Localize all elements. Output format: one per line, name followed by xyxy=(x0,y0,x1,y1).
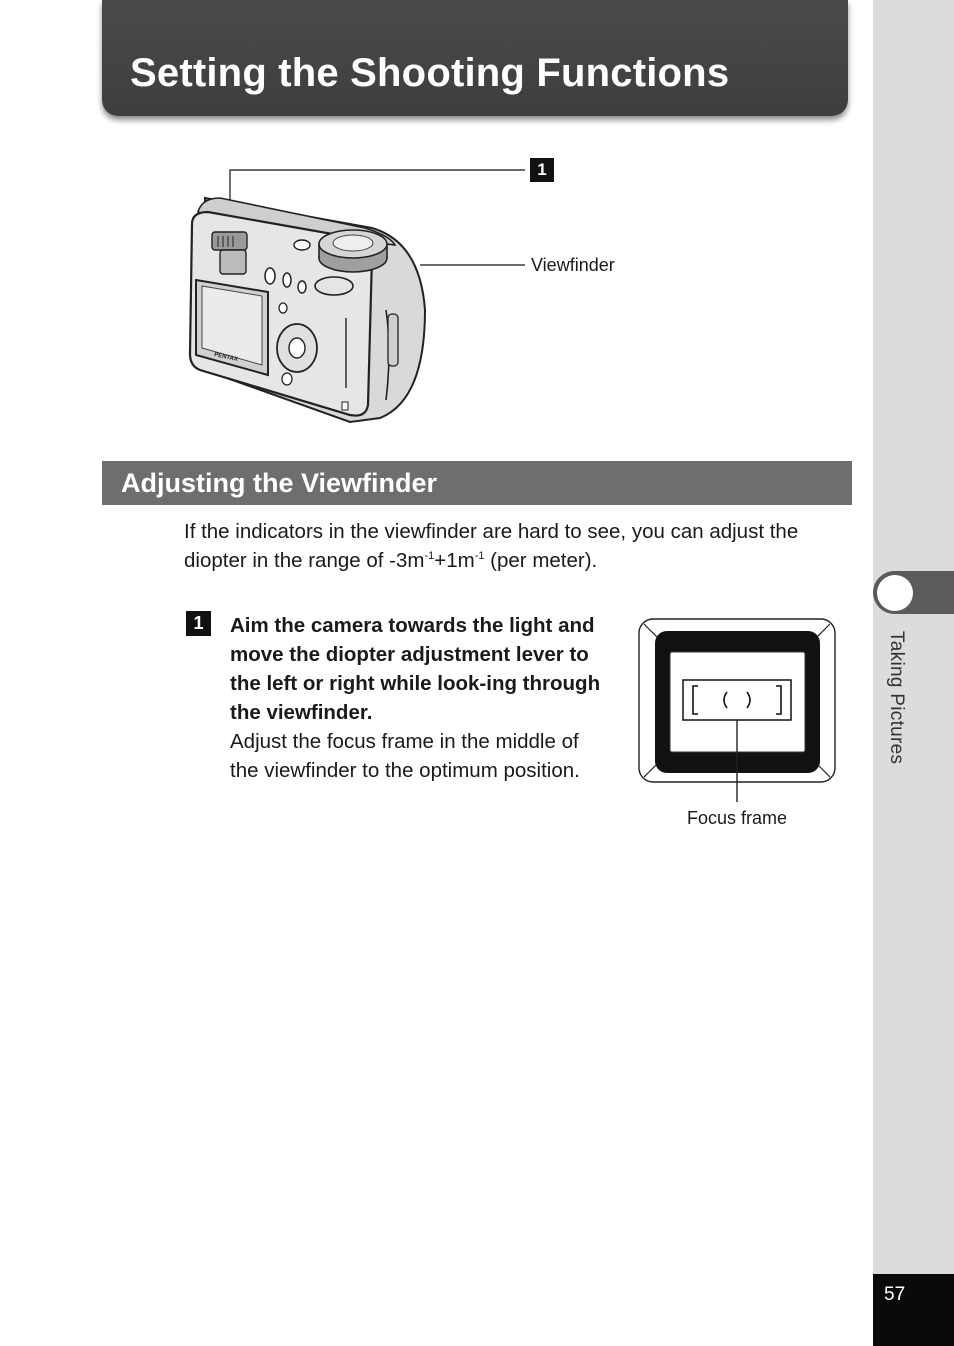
step-instruction xyxy=(230,611,610,785)
step-instruction-detail: Adjust the focus frame in the middle of the viewfinder to the optimum position. xyxy=(230,730,580,782)
page-title: Setting the Shooting Functions xyxy=(130,51,730,95)
step-instruction-bold: Aim the camera towards the light and move the diopter adjustment lever to the left or right while look-ing through the viewfinder. xyxy=(230,614,601,724)
brand-text: PENTAX xyxy=(213,352,239,363)
chapter-label: Taking Pictures xyxy=(886,631,907,765)
focus-frame-marker xyxy=(683,680,791,720)
step-number-badge: 1 xyxy=(186,611,211,636)
page-number: 57 xyxy=(884,1284,906,1305)
focus-frame-label: Focus frame xyxy=(687,808,788,828)
intro-paragraph: If the indicators in the viewfinder are hard to see, you can adjust the diopter in the range of $-3m^{-1}+1m^{-1}$ (per meter). xyxy=(184,520,799,572)
chapter-marker xyxy=(877,575,913,611)
viewfinder-label: Viewfinder xyxy=(531,255,615,275)
viewfinder-view-illustration xyxy=(636,616,840,806)
callout-number-badge: 1 xyxy=(530,158,554,182)
camera-illustration xyxy=(150,150,630,430)
section-title: Adjusting the Viewfinder xyxy=(121,468,438,498)
